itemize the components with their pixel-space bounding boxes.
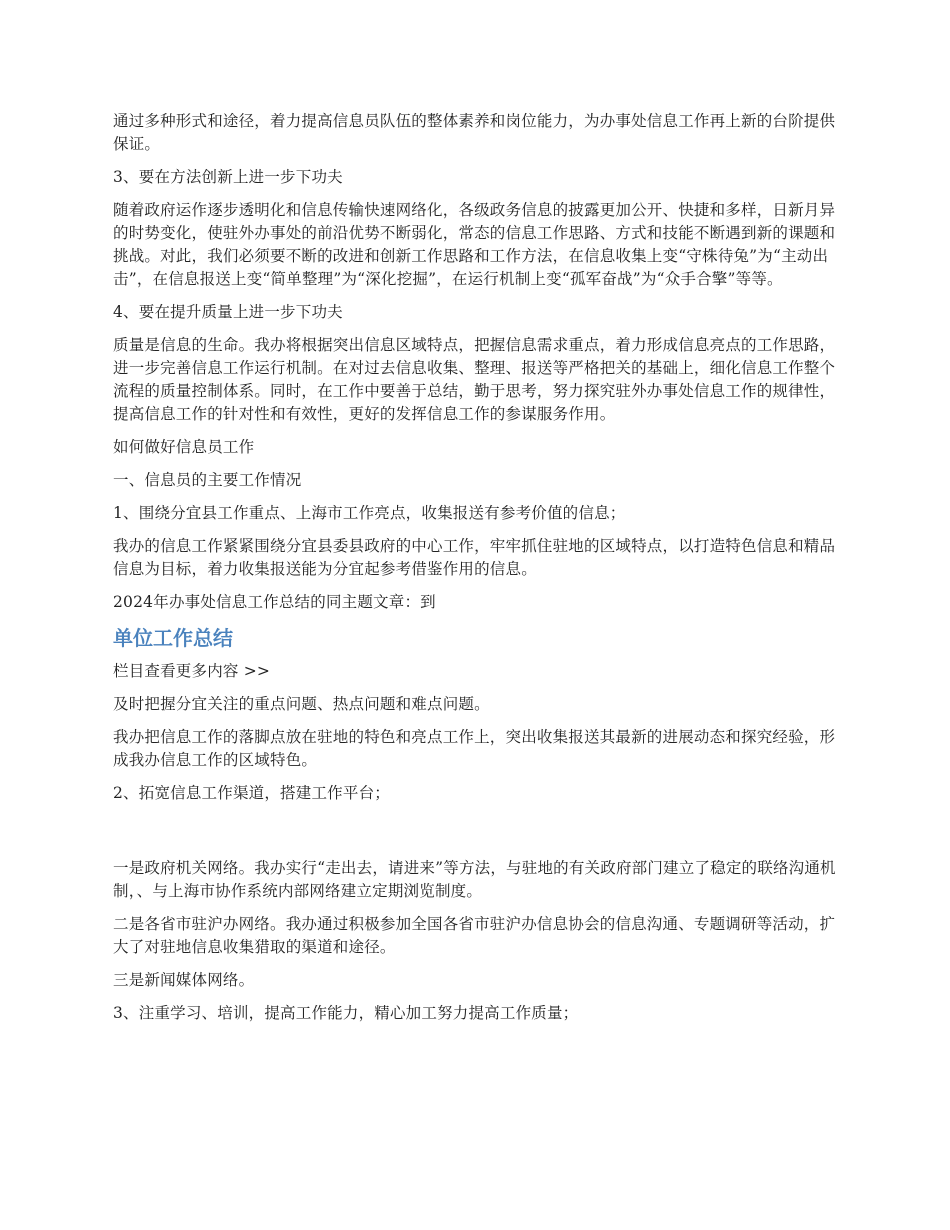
paragraph: 1、围绕分宜县工作重点、上海市工作亮点，收集报送有参考价值的信息；	[113, 504, 626, 522]
paragraph: 3、注重学习、培训，提高工作能力，精心加工努力提高工作质量；	[113, 1004, 579, 1022]
paragraph: 2、拓宽信息工作渠道，搭建工作平台；	[113, 784, 390, 802]
document-page	[113, 110, 840, 1035]
paragraph: 3、要在方法创新上进一步下功夫	[113, 168, 343, 186]
paragraph: 随着政府运作逐步透明化和信息传输快速网络化，各级政务信息的披露更加公开、快捷和多样，日新月异的时势变化，使驻外办事处的前沿优势不断弱化，常态的信息工作思路、方式和技能不断遇到新的课题和挑战。对此，我们必须要不断的改进和创新工作思路和工作方法，在信息收集上变“守株待兔”为“主动出击”，在信息报送上变“简单整理”为“深化挖掘”，在运行机制上变“孤军奋战”为“众手合擎”等等。	[113, 201, 836, 288]
paragraph: 一、信息员的主要工作情况	[113, 471, 302, 489]
related-articles-intro: 2024年办事处信息工作总结的同主题文章：到	[113, 593, 436, 611]
paragraph: 及时把握分宜关注的重点问题、热点问题和难点问题。	[113, 695, 490, 713]
paragraph: 通过多种形式和途径，着力提高信息员队伍的整体素养和岗位能力，为办事处信息工作再上新的台阶提供保证。	[113, 112, 836, 153]
paragraph: 一是政府机关网络。我办实行“走出去，请进来”等方法，与驻地的有关政府部门建立了稳定的联络沟通机制，、与上海市协作系统内部网络建立定期浏览制度。	[113, 859, 836, 900]
paragraph: 质量是信息的生命。我办将根据突出信息区域特点，把握信息需求重点，着力形成信息亮点的工作思路，进一步完善信息工作运行机制。在对过去信息收集、整理、报送等严格把关的基础上，细化信息工作整个流程的质量控制体系。同时，在工作中要善于总结，勤于思考，努力探究驻外办事处信息工作的规律性，提高信息工作的针对性和有效性，更好的发挥信息工作的参谋服务作用。	[113, 336, 836, 423]
paragraph: 二是各省市驻沪办网络。我办通过积极参加全国各省市驻沪办信息协会的信息沟通、专题调研等活动，扩大了对驻地信息收集猎取的渠道和途径。	[113, 915, 836, 956]
paragraph: 如何做好信息员工作	[113, 438, 255, 456]
paragraph: 我办把信息工作的落脚点放在驻地的特色和亮点工作上，突出收集报送其最新的进展动态和探究经验，形成我办信息工作的区域特色。	[113, 728, 836, 769]
paragraph: 4、要在提升质量上进一步下功夫	[113, 303, 343, 321]
paragraph: 三是新闻媒体网络。	[113, 971, 255, 989]
more-content-link[interactable]: 栏目查看更多内容 >>	[113, 662, 271, 680]
paragraph: 我办的信息工作紧紧围绕分宜县委县政府的中心工作，牢牢抓住驻地的区域特点，以打造特色信息和精品信息为目标，着力收集报送能为分宜起参考借鉴作用的信息。	[113, 537, 836, 578]
section-heading-link[interactable]: 单位工作总结	[113, 626, 233, 650]
blank-gap	[113, 815, 840, 857]
